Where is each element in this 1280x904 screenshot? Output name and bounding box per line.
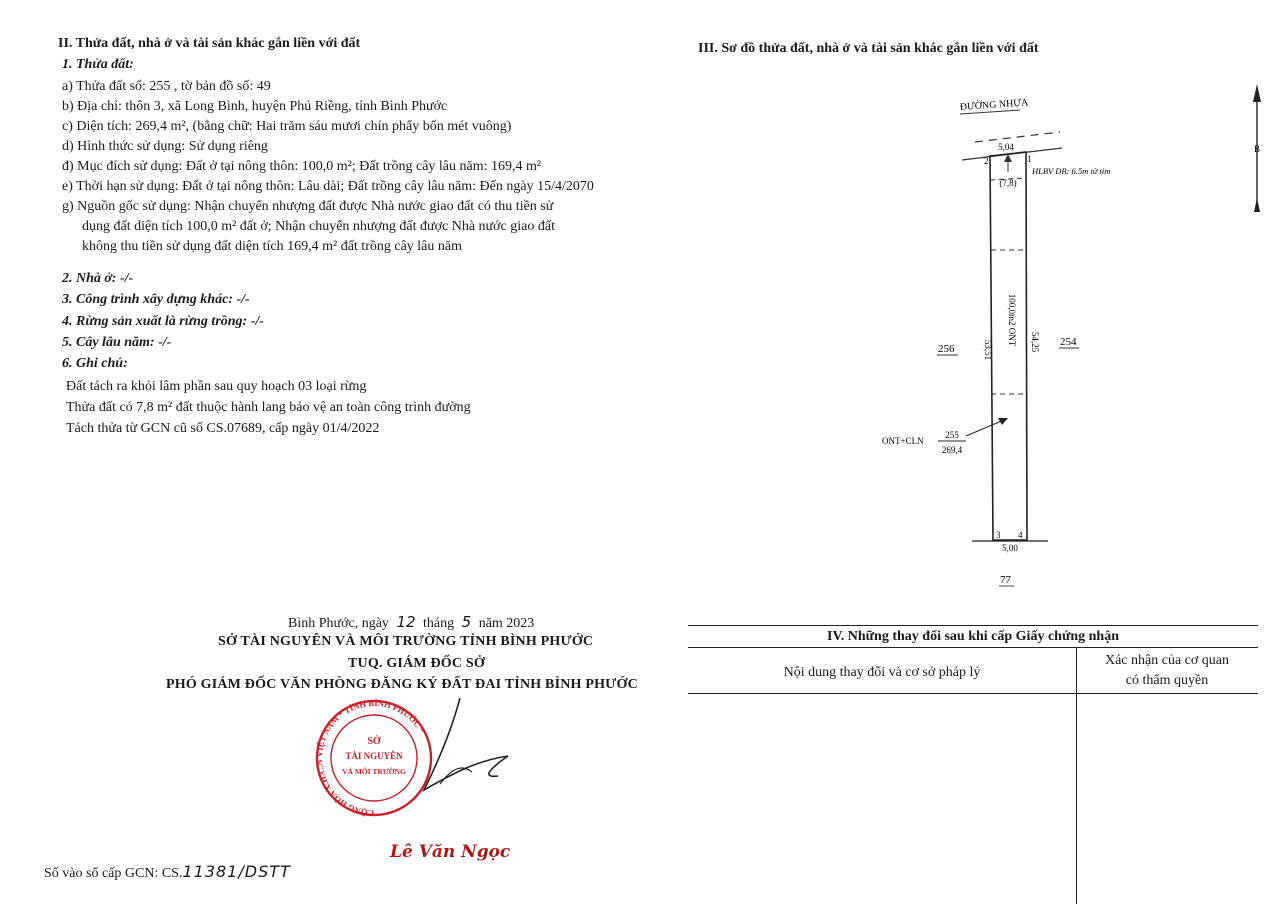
place-date-prefix: Bình Phước, ngày xyxy=(288,616,389,631)
land-line-usage-form: d) Hình thức sử dụng: Sử dụng riêng xyxy=(62,139,268,154)
col-confirmation-line1: Xác nhận của cơ quan xyxy=(1104,653,1229,668)
deputy-title: PHÓ GIÁM ĐỐC VĂN PHÒNG ĐĂNG KÝ ĐẤT ĐAI TỈNH BÌNH PHƯỚC xyxy=(166,677,638,692)
land-heading: 1. Thửa đất: xyxy=(62,57,134,72)
land-line-number: a) Thửa đất số: 255 , tờ bản đồ số: 49 xyxy=(62,79,271,94)
signature-scribble-tail xyxy=(440,768,472,784)
signer-name: Lê Văn Ngọc xyxy=(390,842,511,862)
ont-area-label: 100,0m2 ONT xyxy=(1007,293,1017,347)
parcel-type-label: ONT+CLN xyxy=(882,436,924,446)
table-header-border xyxy=(688,647,1258,648)
stamp-ring-text: CỘNG HÒA X.H.C.N VIỆT NAM * TỈNH BÌNH PHƯỚC * xyxy=(313,698,427,819)
parcel-diagram xyxy=(880,80,1280,600)
col-change-content: Nội dung thay đổi và cơ sở pháp lý xyxy=(783,665,981,680)
land-line-purpose: đ) Mục đích sử dụng: Đất ở tại nông thôn: 100,0 m²; Đất trồng cây lâu năm: 169,4 m² xyxy=(62,159,542,174)
on-behalf-line: TUQ. GIÁM ĐỐC SỞ xyxy=(348,656,485,671)
land-line-origin-1: g) Nguồn gốc sử dụng: Nhận chuyển nhượng đất được Nhà nước giao đất có thu tiền sử xyxy=(62,199,554,214)
place-date xyxy=(288,613,534,632)
construction-line: 3. Công trình xây dựng khác: -/- xyxy=(62,292,250,307)
stamp-center-2: TÀI NGUYÊN xyxy=(345,751,403,761)
road-centerline xyxy=(975,132,1060,142)
stamp-center-1: SỞ xyxy=(367,736,381,747)
parcel-area: 269,4 xyxy=(941,445,963,455)
changes-table xyxy=(688,625,1258,904)
registry-prefix: Số vào sổ cấp GCN: CS. xyxy=(44,866,183,881)
note-item: Đất tách ra khỏi lâm phần sau quy hoạch 03 loại rừng xyxy=(66,379,367,394)
sign-day: 12 xyxy=(396,613,416,631)
sign-month: 5 xyxy=(461,613,472,631)
parcel-arrow xyxy=(966,420,1004,436)
left-length: 53,51 xyxy=(983,339,993,361)
col-confirmation-line2: có thẩm quyền xyxy=(1125,673,1209,688)
note-item: Tách thửa từ GCN cũ số CS.07689, cấp ngày 01/4/2022 xyxy=(66,421,380,436)
right-length: 54,25 xyxy=(1030,331,1040,353)
notes-list xyxy=(66,376,471,439)
department-name: SỞ TÀI NGUYÊN VÀ MÔI TRƯỜNG TỈNH BÌNH PHƯỚC xyxy=(218,634,594,649)
corridor-note: HLBV DB: 6.5m từ tim xyxy=(1032,166,1111,176)
perennial-line: 5. Cây lâu năm: -/- xyxy=(62,335,172,350)
section4-title: IV. Những thay đổi sau khi cấp Giấy chứng nhận xyxy=(827,629,1119,644)
bottom-parcel: 77 xyxy=(1000,574,1011,586)
road-label: ĐƯỜNG NHỰA xyxy=(959,97,1029,113)
forest-line: 4. Rừng sản xuất là rừng trồng: -/- xyxy=(62,314,264,329)
land-line-term: e) Thời hạn sử dụng: Đất ở tại nông thôn: Lâu dài; Đất trồng cây lâu năm: Đến ngày 15/4/2070 xyxy=(62,179,594,194)
notes-heading: 6. Ghi chú: xyxy=(62,356,128,371)
right-parcel: 254 xyxy=(1060,336,1077,348)
corner-4: 4 xyxy=(1018,530,1023,540)
land-line-area: c) Diện tích: 269,4 m², (bằng chữ: Hai trăm sáu mươi chín phẩy bốn mét vuông) xyxy=(62,119,512,134)
corner-2: 2 xyxy=(984,156,989,166)
land-line-origin-2: dụng đất diện tích 100,0 m² đất ở; Nhận chuyển nhượng đất được Nhà nước giao đất xyxy=(82,219,555,234)
note-item: Thửa đất có 7,8 m² đất thuộc hành lang bảo vệ an toàn công trình đường xyxy=(66,400,471,415)
top-width-label: 5,04 xyxy=(998,142,1014,152)
section2-title: II. Thửa đất, nhà ở và tài sản khác gắn liền với đất xyxy=(58,36,361,51)
registry-number: 11381/DSTT xyxy=(182,862,291,881)
section3-title: III. Sơ đồ thửa đất, nhà ở và tài sản khác gắn liền với đất xyxy=(698,41,1039,56)
house-line: 2. Nhà ở: -/- xyxy=(62,271,134,286)
table-top-border xyxy=(688,625,1258,626)
parcel-number: 255 xyxy=(945,430,959,440)
table-body-border xyxy=(688,693,1258,694)
month-word: tháng xyxy=(423,616,455,631)
stamp-center-3: VÀ MÔI TRƯỜNG xyxy=(342,767,406,776)
left-parcel: 256 xyxy=(938,343,955,355)
corner-1: 1 xyxy=(1027,154,1032,164)
north-arrow-head xyxy=(1253,84,1261,102)
land-line-address: b) Địa chỉ: thôn 3, xã Long Bình, huyện Phú Riềng, tỉnh Bình Phước xyxy=(62,99,448,114)
north-letter: B xyxy=(1254,144,1261,154)
sign-year: năm 2023 xyxy=(478,616,535,631)
bottom-width-label: 5,00 xyxy=(1002,543,1018,553)
corridor-area: (7,8) xyxy=(999,178,1017,188)
signature-scribble xyxy=(424,698,508,790)
land-line-origin-3: không thu tiền sử dụng đất diện tích 169,4 m² đất trồng cây lâu năm xyxy=(82,239,462,254)
north-arrow-tail xyxy=(1254,198,1260,212)
land-details xyxy=(62,77,594,257)
corner-3: 3 xyxy=(996,530,1001,540)
registry-line xyxy=(44,862,291,882)
official-stamp xyxy=(312,698,522,828)
